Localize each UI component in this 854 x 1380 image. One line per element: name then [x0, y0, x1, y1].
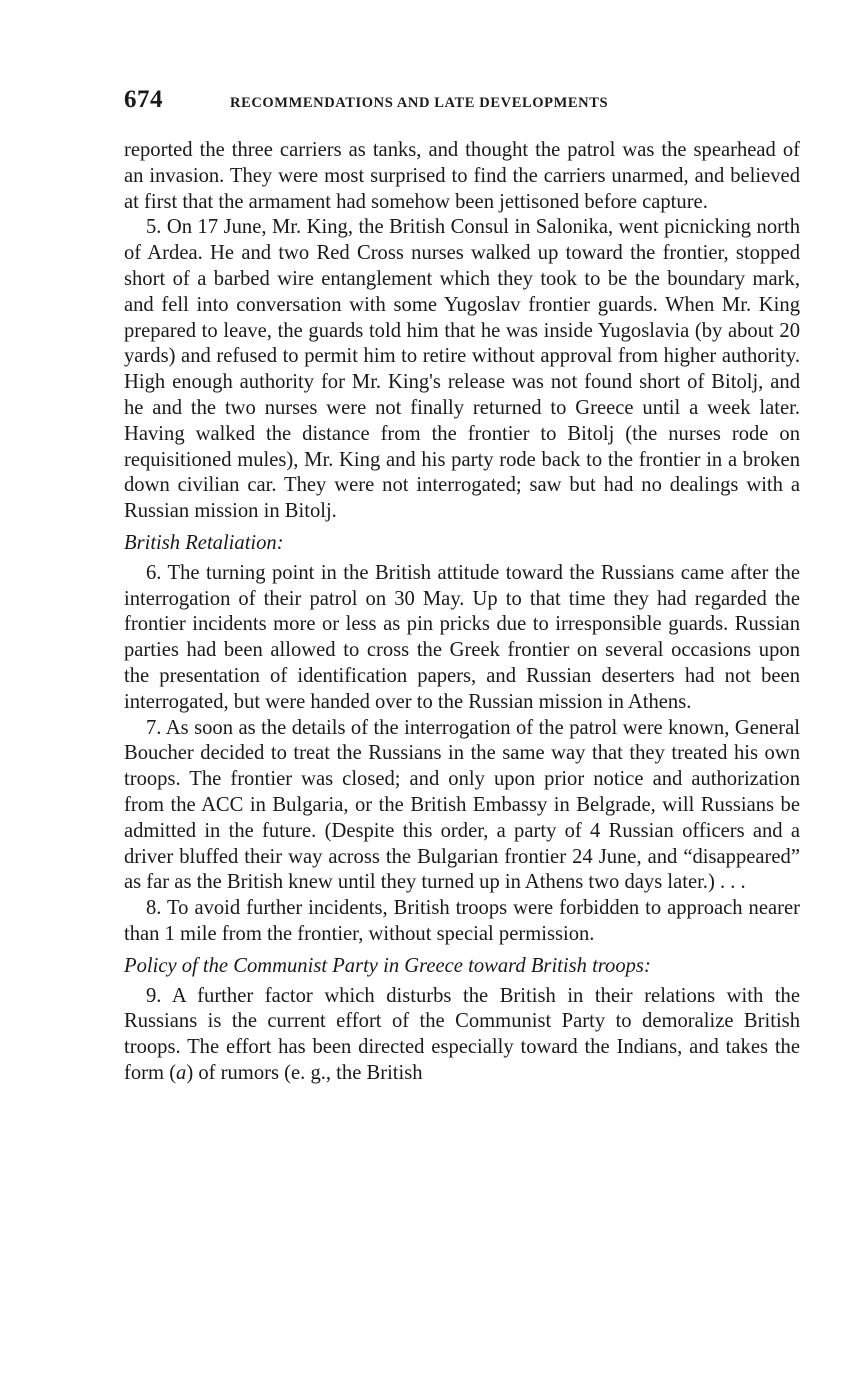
running-head — [124, 86, 800, 120]
paragraph-7: 7. As soon as the details of the interrogation of the patrol were known, General Boucher decided to treat the Russians in the same way that they treated his own troops. The frontier was closed; and only upon prior notice and authorization from the ACC in Bulgaria, or the British Embassy in Belgrade, will Russians be admitted in the future. (Despite this order, a party of 4 Russian officers and a driver bluffed their way across the Bulgarian frontier 24 June, and “disappeared” as far as the British knew until they turned up in Athens two days later.) . . . — [124, 716, 800, 894]
section-heading-british-retaliation: British Retaliation: — [124, 531, 284, 554]
paragraph-9-start: 9. A further factor which disturbs the British in their relations with the Russians is the current effort of the Communist Party to demoralize British troops. The effort has been directed especially toward the Indians, and takes the form — [124, 984, 800, 1084]
paragraph-8: 8. To avoid further incidents, British troops were forbidden to approach nearer than 1 mile from the frontier, without special permission. — [124, 897, 800, 945]
paragraph-9-marker: a — [176, 1061, 187, 1084]
book-page — [124, 86, 800, 1087]
section-heading-communist-policy: Policy of the Communist Party in Greece toward British troops: — [124, 954, 651, 977]
paragraph-6: 6. The turning point in the British attitude toward the Russians came after the interrogation of their patrol on 30 May. Up to that time they had regarded the frontier incidents more or less as pin pricks due to irresponsible guards. Russian parties had been allowed to cross the Greek frontier on several occasions upon the presentation of identification papers, and Russian deserters had not been interrogated, but were handed over to the Russian mission in Athens. — [124, 561, 800, 713]
running-title: RECOMMENDATIONS AND LATE DEVELOPMENTS — [230, 95, 609, 111]
paragraph-9-end: of rumors (e. g., the British — [193, 1061, 423, 1084]
page-number: 674 — [124, 86, 163, 113]
paragraph-continued: reported the three carriers as tanks, and thought the patrol was the spearhead of an invasion. They were most surprised to find the carriers unarmed, and believed at first that the armament had somehow been jettisoned before capture. — [124, 139, 800, 213]
paragraph-5: 5. On 17 June, Mr. King, the British Consul in Salonika, went picnicking north of Ardea. He and two Red Cross nurses walked up toward the frontier, stopped short of a barbed wire entanglement which they took to be the boundary mark, and fell into conversation with some Yugoslav frontier guards. When Mr. King prepared to leave, the guards told him that he was inside Yugoslavia (by about 20 yards) and refused to permit him to retire without approval from higher authority. High enough authority for Mr. King's release was not found short of Bitolj, and he and the two nurses were not finally returned to Greece until a week later. Having walked the distance from the frontier to Bitolj (the nurses rode on requisitioned mules), Mr. King and his party rode back to the frontier in a broken down civilian car. They were not interrogated; saw but had no dealings with a Russian mission in Bitolj. — [124, 216, 800, 523]
paragraph-9: 9. A further factor which disturbs the British in their relations with the Russians is the current effort of the Communist Party to demoralize British troops. The effort has been directed especially toward the Indians, and takes the form (a) of rumors (e. g., the British — [124, 984, 800, 1084]
